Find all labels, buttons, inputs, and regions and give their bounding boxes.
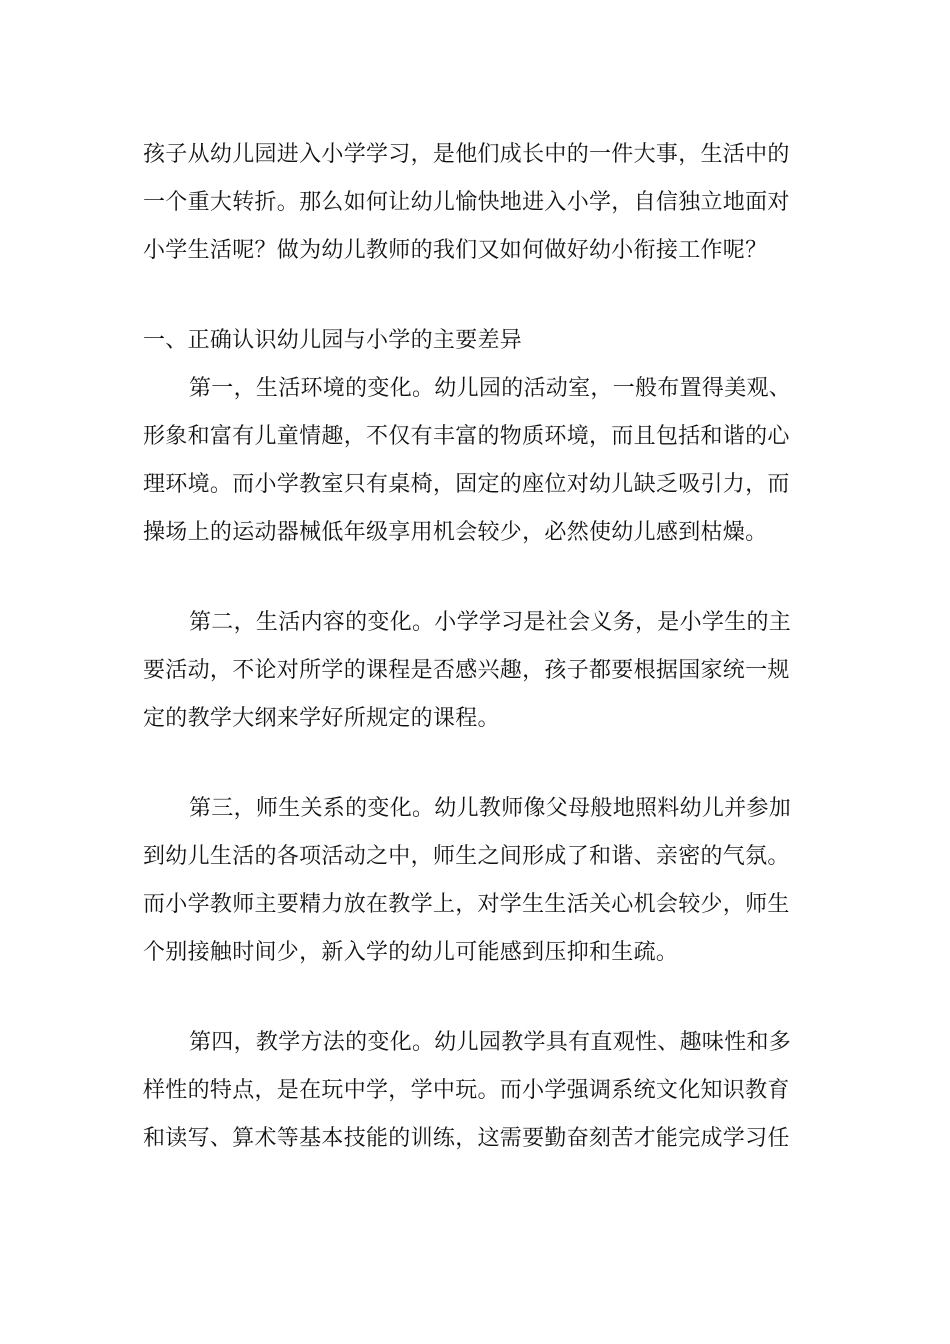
text-line: 第四，教学方法的变化。幼儿园教学具有直观性、趣味性和多 (189, 1030, 792, 1055)
paragraph-content (143, 599, 807, 743)
text-line: 第二，生活内容的变化。小学学习是社会义务，是小学生的主 (189, 610, 792, 635)
text-line: 定的教学大纲来学好所规定的课程。 (143, 706, 500, 731)
paragraph-gap (143, 743, 807, 785)
text-line: 形象和富有儿童情趣，不仅有丰富的物质环境，而且包括和谐的心 (143, 424, 790, 449)
text-line: 第一，生活环境的变化。幼儿园的活动室，一般布置得美观、 (189, 376, 792, 401)
text-line: 到幼儿生活的各项活动之中，师生之间形成了和谐、亲密的气氛。 (143, 844, 790, 869)
text-line: 一个重大转折。那么如何让幼儿愉快地进入小学，自信独立地面对 (143, 190, 790, 215)
text-line: 操场上的运动器械低年级享用机会较少，必然使幼儿感到枯燥。 (143, 520, 768, 545)
paragraph-relationship (143, 785, 807, 977)
text-line: 孩子从幼儿园进入小学学习，是他们成长中的一件大事，生活中的 (143, 142, 790, 167)
text-line: 样性的特点，是在玩中学，学中玩。而小学强调系统文化知识教育 (143, 1078, 790, 1103)
paragraph-gap (143, 557, 807, 599)
paragraph-gap (143, 977, 807, 1019)
text-line: 小学生活呢？做为幼儿教师的我们又如何做好幼小衔接工作呢？ (143, 238, 768, 263)
section-heading: 一、正确认识幼儿园与小学的主要差异 (143, 328, 523, 353)
text-line: 个别接触时间少，新入学的幼儿可能感到压抑和生疏。 (143, 940, 679, 965)
paragraph-gap (143, 275, 807, 317)
text-line: 要活动，不论对所学的课程是否感兴趣，孩子都要根据国家统一规 (143, 658, 790, 683)
document-body (143, 131, 807, 1163)
text-line: 第三，师生关系的变化。幼儿教师像父母般地照料幼儿并参加 (189, 796, 792, 821)
text-line: 和读写、算术等基本技能的训练，这需要勤奋刻苦才能完成学习任 (143, 1126, 790, 1151)
text-line: 理环境。而小学教室只有桌椅，固定的座位对幼儿缺乏吸引力，而 (143, 472, 790, 497)
paragraph-methods (143, 1019, 807, 1163)
paragraph-environment (143, 365, 807, 557)
text-line: 而小学教师主要精力放在教学上，对学生生活关心机会较少，师生 (143, 892, 790, 917)
intro-paragraph (143, 131, 807, 275)
